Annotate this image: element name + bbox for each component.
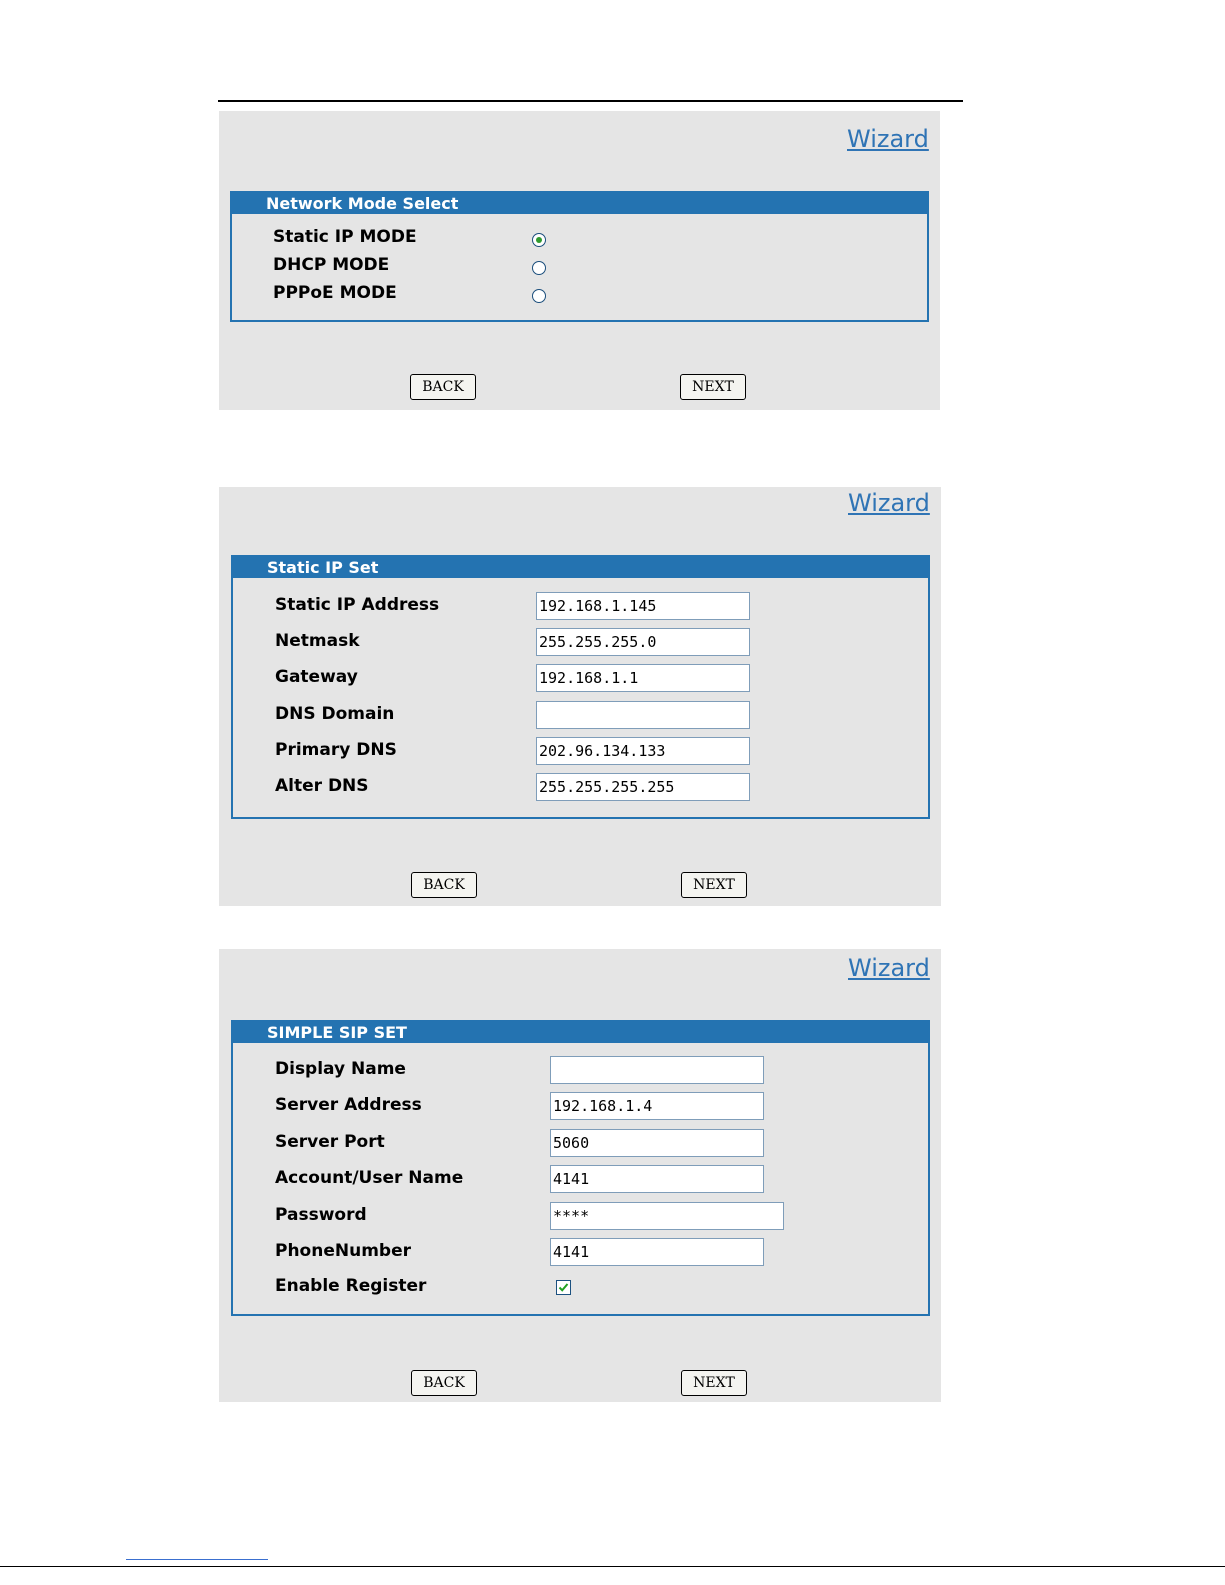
- field-label-phone-number: PhoneNumber: [275, 1241, 411, 1261]
- server-address-input[interactable]: 192.168.1.4: [550, 1092, 764, 1120]
- static-ip-title: Static IP Set: [233, 557, 928, 578]
- field-label-netmask: Netmask: [275, 631, 360, 651]
- back-button[interactable]: BACK: [411, 1370, 477, 1396]
- alter-dns-input[interactable]: 255.255.255.255: [536, 773, 750, 801]
- page-footer-rule: [0, 1566, 1225, 1567]
- sip-panel: [219, 949, 941, 1402]
- next-button[interactable]: NEXT: [681, 872, 747, 898]
- wizard-link[interactable]: Wizard: [848, 489, 930, 517]
- field-label-display-name: Display Name: [275, 1059, 406, 1079]
- static-ip-address-input[interactable]: 192.168.1.145: [536, 592, 750, 620]
- field-label-enable-register: Enable Register: [275, 1276, 427, 1296]
- field-label-primary-dns: Primary DNS: [275, 740, 397, 760]
- option-label-static: Static IP MODE: [273, 227, 417, 247]
- next-button[interactable]: NEXT: [680, 374, 746, 400]
- back-button[interactable]: BACK: [410, 374, 476, 400]
- sip-title: SIMPLE SIP SET: [233, 1022, 928, 1043]
- password-input[interactable]: ****: [550, 1202, 784, 1230]
- wizard-link[interactable]: Wizard: [848, 954, 930, 982]
- radio-dhcp[interactable]: [532, 261, 546, 275]
- check-icon: [558, 1282, 569, 1293]
- field-label-dns-domain: DNS Domain: [275, 704, 395, 724]
- network-mode-box: [230, 191, 929, 322]
- field-label-static-ip: Static IP Address: [275, 595, 440, 615]
- footer-link-underline: [126, 1559, 268, 1560]
- gateway-input[interactable]: 192.168.1.1: [536, 664, 750, 692]
- dns-domain-input[interactable]: [536, 701, 750, 729]
- primary-dns-input[interactable]: 202.96.134.133: [536, 737, 750, 765]
- account-user-name-input[interactable]: 4141: [550, 1165, 764, 1193]
- field-label-gateway: Gateway: [275, 667, 358, 687]
- option-label-dhcp: DHCP MODE: [273, 255, 390, 275]
- back-button[interactable]: BACK: [411, 872, 477, 898]
- server-port-input[interactable]: 5060: [550, 1129, 764, 1157]
- field-label-server-port: Server Port: [275, 1132, 385, 1152]
- field-label-alter-dns: Alter DNS: [275, 776, 369, 796]
- network-mode-panel: [219, 111, 940, 410]
- radio-static-ip[interactable]: [532, 233, 546, 247]
- field-label-password: Password: [275, 1205, 367, 1225]
- field-label-account: Account/User Name: [275, 1168, 464, 1188]
- sip-box: [231, 1020, 930, 1316]
- static-ip-panel: [219, 487, 941, 906]
- option-label-pppoe: PPPoE MODE: [273, 283, 397, 303]
- enable-register-checkbox[interactable]: [556, 1280, 571, 1295]
- wizard-link[interactable]: Wizard: [847, 125, 929, 153]
- display-name-input[interactable]: [550, 1056, 764, 1084]
- page-header-rule: [218, 100, 963, 102]
- static-ip-box: [231, 555, 930, 819]
- next-button[interactable]: NEXT: [681, 1370, 747, 1396]
- network-mode-title: Network Mode Select: [232, 193, 927, 214]
- netmask-input[interactable]: 255.255.255.0: [536, 628, 750, 656]
- field-label-server-address: Server Address: [275, 1095, 422, 1115]
- radio-pppoe[interactable]: [532, 289, 546, 303]
- phone-number-input[interactable]: 4141: [550, 1238, 764, 1266]
